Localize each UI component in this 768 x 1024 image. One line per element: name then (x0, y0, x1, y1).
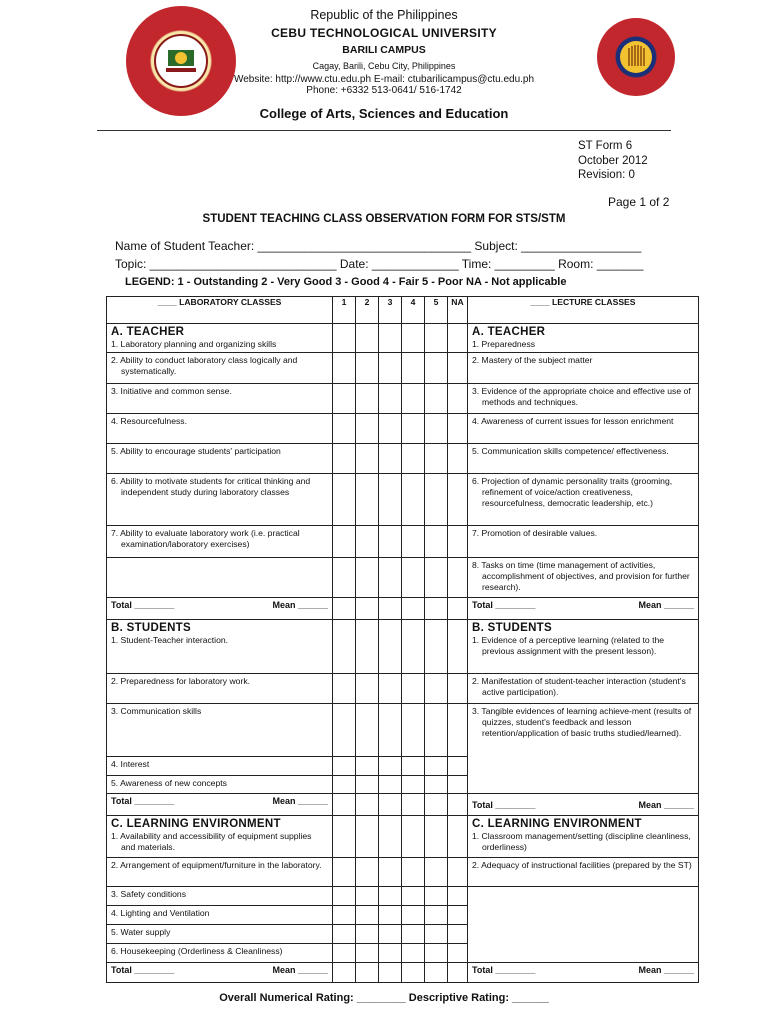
rating-cell[interactable] (356, 620, 379, 674)
lab-teacher-blank (107, 558, 333, 598)
rating-cell[interactable] (379, 858, 402, 887)
rating-cell[interactable] (379, 384, 402, 414)
rating-cell[interactable] (402, 776, 425, 794)
rating-cell[interactable] (402, 887, 425, 906)
college-name: College of Arts, Sciences and Education (259, 106, 509, 121)
lec-teacher-item-2: 2. Mastery of the subject matter (468, 353, 699, 384)
rating-cell[interactable] (402, 925, 425, 944)
lec-teacher-item-3: 3. Evidence of the appropriate choice and effective use of methods and techniques. (468, 384, 699, 414)
rating-cell[interactable] (356, 887, 379, 906)
lec-students-item-2: 2. Manifestation of student-teacher interaction (student's active participation). (468, 674, 699, 704)
lec-teacher-item-8: 8. Tasks on time (time management of activities, accomplishment of objectives, and provision for further research). (468, 558, 699, 598)
rating-cell[interactable] (379, 353, 402, 384)
rating-cell[interactable] (448, 414, 468, 444)
rating-cell[interactable] (402, 474, 425, 526)
rating-cell[interactable] (356, 906, 379, 925)
rating-cell[interactable] (402, 757, 425, 776)
lab-teacher-item-1: A. TEACHER 1. Laboratory planning and organizing skills (107, 324, 333, 353)
rating-cell[interactable] (356, 858, 379, 887)
lab-env-item-3: 3. Safety conditions (107, 887, 333, 906)
rating-cell[interactable] (333, 324, 356, 353)
rating-cell[interactable] (448, 963, 468, 983)
rating-cell[interactable] (448, 353, 468, 384)
rating-cell[interactable] (356, 324, 379, 353)
rating-cell[interactable] (425, 906, 448, 925)
rating-cell[interactable] (356, 444, 379, 474)
rating-cell[interactable] (356, 674, 379, 704)
rating-cell[interactable] (425, 887, 448, 906)
form-title: STUDENT TEACHING CLASS OBSERVATION FORM FOR STS/STM (202, 213, 566, 225)
rating-cell[interactable] (425, 558, 448, 598)
rating-cell[interactable] (448, 757, 468, 776)
rating-cell[interactable] (448, 887, 468, 906)
rating-cell[interactable] (333, 558, 356, 598)
rating-cell[interactable] (402, 794, 425, 816)
rating-cell[interactable] (333, 794, 356, 816)
form-meta (578, 139, 648, 183)
rating-cell[interactable] (425, 474, 448, 526)
rating-cell[interactable] (379, 925, 402, 944)
rating-cell[interactable] (425, 944, 448, 963)
lab-teacher-totals[interactable]: Total ________ Mean ______ (107, 598, 333, 620)
lab-students-item-3: 3. Communication skills (107, 704, 333, 757)
rating-cell[interactable] (333, 526, 356, 558)
lec-env-item-2: 2. Adequacy of instructional facilities (prepared by the ST) (468, 858, 699, 887)
rating-cell[interactable] (425, 776, 448, 794)
rating-cell[interactable] (402, 674, 425, 704)
rating-cell[interactable] (356, 704, 379, 757)
lab-env-totals[interactable]: Total ________ Mean ______ (107, 963, 333, 983)
lec-env-totals[interactable]: Total ________ Mean ______ (468, 963, 699, 983)
lab-env-item-1: C. LEARNING ENVIRONMENT 1. Availability and accessibility of equipment supplies and materials. (107, 816, 333, 858)
rating-cell[interactable] (448, 598, 468, 620)
lab-env-item-5: 5. Water supply (107, 925, 333, 944)
rating-cell[interactable] (448, 324, 468, 353)
scale-na: NA (448, 297, 468, 324)
phone-line: Phone: +6332 513-0641/ 516-1742 (306, 85, 462, 96)
rating-cell[interactable] (356, 816, 379, 858)
lab-env-item-6: 6. Housekeeping (Orderliness & Cleanliness) (107, 944, 333, 963)
lec-students-title: B. STUDENTS (472, 622, 552, 634)
rating-cell[interactable] (402, 558, 425, 598)
form-revision: Revision: 0 (578, 169, 635, 181)
rating-cell[interactable] (379, 558, 402, 598)
rating-cell[interactable] (425, 526, 448, 558)
scale-3: 3 (379, 297, 402, 324)
rating-cell[interactable] (402, 816, 425, 858)
rating-cell[interactable] (379, 414, 402, 444)
rating-cell[interactable] (356, 925, 379, 944)
rating-cell[interactable] (379, 944, 402, 963)
rating-cell[interactable] (379, 324, 402, 353)
rating-cell[interactable] (356, 353, 379, 384)
rating-cell[interactable] (448, 906, 468, 925)
rating-cell[interactable] (402, 858, 425, 887)
rating-cell[interactable] (379, 598, 402, 620)
scale-5: 5 (425, 297, 448, 324)
lab-env-item-4: 4. Lighting and Ventilation (107, 906, 333, 925)
rating-cell[interactable] (379, 776, 402, 794)
rating-cell[interactable] (402, 704, 425, 757)
rating-cell[interactable] (356, 598, 379, 620)
lec-env-item-1: C. LEARNING ENVIRONMENT 1. Classroom management/setting (discipline cleanliness, orderliness) (468, 816, 699, 858)
rating-cell[interactable] (333, 925, 356, 944)
rating-cell[interactable] (333, 384, 356, 414)
lab-teacher-item-4: 4. Resourcefulness. (107, 414, 333, 444)
topic-date-time-room-field[interactable]: Topic: ____________________________ Date: _____________ Time: _________ Room: _______ (115, 257, 644, 271)
rating-cell[interactable] (333, 963, 356, 983)
rating-cell[interactable] (379, 620, 402, 674)
rating-cell[interactable] (448, 704, 468, 757)
rating-cell[interactable] (333, 444, 356, 474)
website-line: Website: http://www.ctu.edu.ph E-mail: ctubarilicampus@ctu.edu.ph (233, 74, 535, 85)
rating-cell[interactable] (333, 757, 356, 776)
lab-teacher-item-2: 2. Ability to conduct laboratory class logically and systematically. (107, 353, 333, 384)
lec-students-item-1: B. STUDENTS 1. Evidence of a perceptive learning (related to the previous assignment with the present lesson). (468, 620, 699, 674)
laboratory-classes-header[interactable]: ____ LABORATORY CLASSES (107, 297, 333, 324)
rating-cell[interactable] (356, 776, 379, 794)
rating-cell[interactable] (425, 757, 448, 776)
rating-cell[interactable] (448, 620, 468, 674)
form-number: ST Form 6 (578, 140, 633, 152)
rating-cell[interactable] (356, 526, 379, 558)
rating-cell[interactable] (402, 620, 425, 674)
lab-students-title: B. STUDENTS (111, 622, 191, 634)
rating-cell[interactable] (448, 474, 468, 526)
rating-cell[interactable] (356, 944, 379, 963)
rating-cell[interactable] (425, 414, 448, 444)
rating-cell[interactable] (448, 674, 468, 704)
form-date: October 2012 (578, 154, 648, 167)
lecture-classes-header[interactable]: ____ LECTURE CLASSES (468, 297, 699, 324)
overall-rating-line[interactable]: Overall Numerical Rating: ________ Descriptive Rating: ______ (219, 992, 549, 1004)
scale-1: 1 (333, 297, 356, 324)
lec-teacher-item-7: 7. Promotion of desirable values. (468, 526, 699, 558)
rating-cell[interactable] (425, 620, 448, 674)
rating-cell[interactable] (333, 944, 356, 963)
rating-cell[interactable] (356, 474, 379, 526)
lab-students-item-5: 5. Awareness of new concepts (107, 776, 333, 794)
rating-cell[interactable] (425, 704, 448, 757)
lab-teacher-item-5: 5. Ability to encourage students' participation (107, 444, 333, 474)
lab-students-item-1: B. STUDENTS 1. Student-Teacher interaction. (107, 620, 333, 674)
lab-teacher-item-6: 6. Ability to motivate students for critical thinking and independent study during laboratory classes (107, 474, 333, 526)
lab-teacher-item-7: 7. Ability to evaluate laboratory work (i.e. practical examination/laboratory exercises) (107, 526, 333, 558)
rating-cell[interactable] (402, 963, 425, 983)
rating-cell[interactable] (333, 353, 356, 384)
rating-cell[interactable] (356, 558, 379, 598)
rating-cell[interactable] (356, 384, 379, 414)
rating-cell[interactable] (333, 414, 356, 444)
lec-students-item-3: 3. Tangible evidences of learning achieve-ment (results of quizzes, student's feedback and lesson retention/application of basic truths studied/learned). (468, 704, 699, 794)
lec-env-title: C. LEARNING ENVIRONMENT (472, 818, 642, 830)
rating-cell[interactable] (356, 963, 379, 983)
lab-teacher-title: A. TEACHER (111, 326, 185, 338)
address-line: Cagay, Barili, Cebu City, Philippines (312, 61, 456, 71)
rating-cell[interactable] (333, 887, 356, 906)
name-subject-field[interactable]: Name of Student Teacher: ________________________________ Subject: __________________ (115, 239, 642, 253)
rating-cell[interactable] (425, 858, 448, 887)
republic-line: Republic of the Philippines (310, 8, 458, 22)
rating-cell[interactable] (425, 925, 448, 944)
rating-cell[interactable] (333, 598, 356, 620)
lab-students-totals[interactable]: Total ________ Mean ______ (107, 794, 333, 816)
lec-students-totals[interactable]: Total ________ Mean ______ (468, 794, 699, 816)
lab-env-title: C. LEARNING ENVIRONMENT (111, 818, 281, 830)
rating-cell[interactable] (356, 414, 379, 444)
rating-cell[interactable] (448, 776, 468, 794)
lec-teacher-item-4: 4. Awareness of current issues for lesson enrichment (468, 414, 699, 444)
scale-2: 2 (356, 297, 379, 324)
rating-cell[interactable] (448, 944, 468, 963)
lec-teacher-title: A. TEACHER (472, 326, 546, 338)
rating-cell[interactable] (402, 944, 425, 963)
rating-cell[interactable] (448, 858, 468, 887)
rating-cell[interactable] (356, 794, 379, 816)
rating-cell[interactable] (402, 526, 425, 558)
rating-cell[interactable] (379, 674, 402, 704)
rating-cell[interactable] (425, 794, 448, 816)
rating-cell[interactable] (402, 906, 425, 925)
rating-cell[interactable] (425, 444, 448, 474)
rating-cell[interactable] (425, 674, 448, 704)
rating-cell[interactable] (448, 384, 468, 414)
rating-cell[interactable] (333, 776, 356, 794)
rating-cell[interactable] (425, 384, 448, 414)
lec-teacher-totals[interactable]: Total ________ Mean ______ (468, 598, 699, 620)
lab-env-item-2: 2. Arrangement of equipment/furniture in the laboratory. (107, 858, 333, 887)
rating-cell[interactable] (333, 474, 356, 526)
rating-cell[interactable] (379, 704, 402, 757)
rating-legend: LEGEND: 1 - Outstanding 2 - Very Good 3 - Good 4 - Fair 5 - Poor NA - Not applicable (125, 276, 567, 288)
rating-cell[interactable] (448, 444, 468, 474)
rating-cell[interactable] (402, 384, 425, 414)
rating-cell[interactable] (402, 324, 425, 353)
rating-cell[interactable] (379, 526, 402, 558)
lec-env-blank (468, 887, 699, 963)
lec-teacher-item-1: A. TEACHER 1. Preparedness (468, 324, 699, 353)
header-divider (97, 130, 671, 131)
university-name: CEBU TECHNOLOGICAL UNIVERSITY (271, 26, 497, 40)
rating-cell[interactable] (333, 816, 356, 858)
rating-cell[interactable] (425, 324, 448, 353)
rating-cell[interactable] (379, 757, 402, 776)
rating-cell[interactable] (379, 444, 402, 474)
scale-4: 4 (402, 297, 425, 324)
rating-cell[interactable] (333, 674, 356, 704)
lec-teacher-item-6: 6. Projection of dynamic personality traits (grooming, refinement of voice/action creativeness, resourcefulness, democratic leadership, etc.) (468, 474, 699, 526)
rating-cell[interactable] (425, 963, 448, 983)
campus-name: BARILI CAMPUS (342, 44, 426, 56)
rating-cell[interactable] (379, 963, 402, 983)
rating-cell[interactable] (379, 906, 402, 925)
lab-students-item-4: 4. Interest (107, 757, 333, 776)
rating-cell[interactable] (333, 620, 356, 674)
rating-cell[interactable] (333, 704, 356, 757)
rating-cell[interactable] (379, 816, 402, 858)
rating-cell[interactable] (379, 794, 402, 816)
rating-cell[interactable] (448, 526, 468, 558)
rating-cell[interactable] (402, 444, 425, 474)
rating-cell[interactable] (448, 794, 468, 816)
rating-cell[interactable] (425, 598, 448, 620)
lec-teacher-item-5: 5. Communication skills competence/ effectiveness. (468, 444, 699, 474)
rating-cell[interactable] (448, 558, 468, 598)
rating-cell[interactable] (402, 353, 425, 384)
rating-cell[interactable] (448, 925, 468, 944)
rating-cell[interactable] (402, 414, 425, 444)
lab-teacher-item-3: 3. Initiative and common sense. (107, 384, 333, 414)
lab-students-item-2: 2. Preparedness for laboratory work. (107, 674, 333, 704)
rating-cell[interactable] (425, 816, 448, 858)
rating-cell[interactable] (333, 858, 356, 887)
rating-cell[interactable] (379, 887, 402, 906)
observation-table (106, 296, 699, 983)
rating-cell[interactable] (379, 474, 402, 526)
rating-cell[interactable] (402, 598, 425, 620)
rating-cell[interactable] (333, 906, 356, 925)
page-number: Page 1 of 2 (608, 195, 670, 209)
rating-cell[interactable] (356, 757, 379, 776)
rating-cell[interactable] (448, 816, 468, 858)
rating-cell[interactable] (425, 353, 448, 384)
